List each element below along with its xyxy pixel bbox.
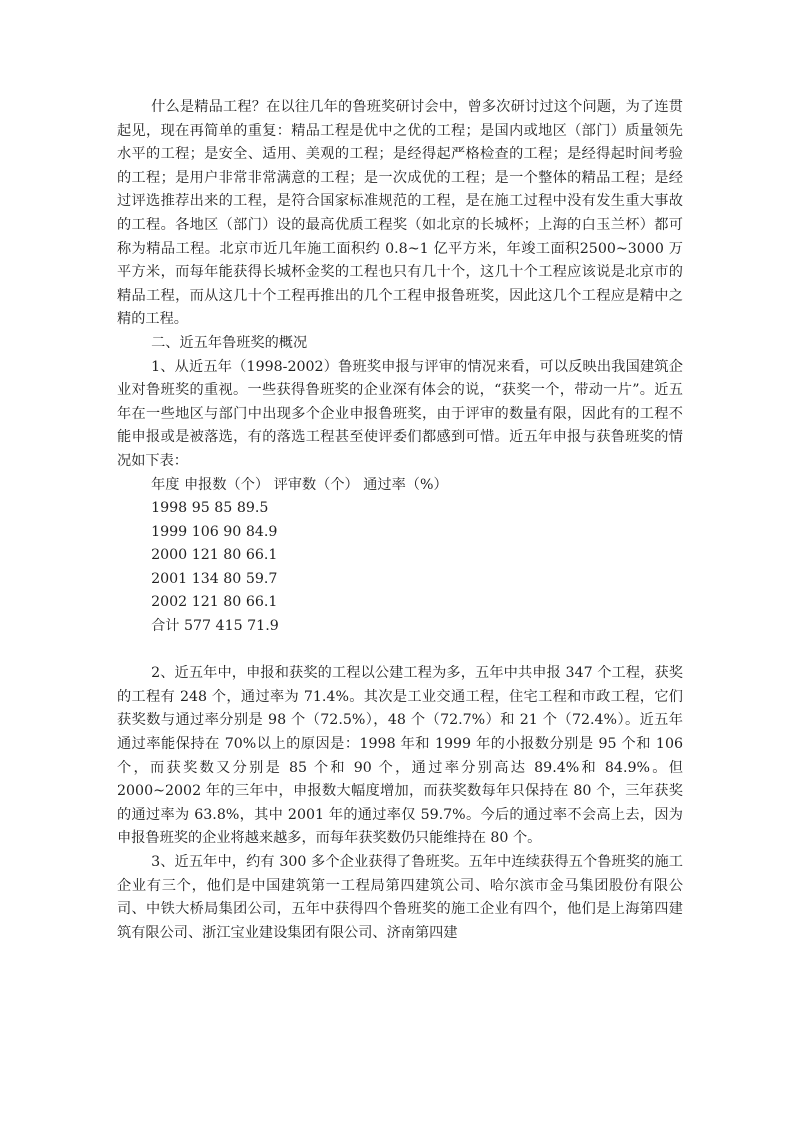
table-row-total: 合计 577 415 71.9 <box>151 618 279 635</box>
table-row: 1999 106 90 84.9 <box>151 523 278 540</box>
award-statistics-table <box>117 474 683 639</box>
paragraph-3: 3、近五年中，约有 300 多个企业获得了鲁班奖。五年中连续获得五个鲁班奖的施工企业有三个，他们是中国建筑第一工程局第四建筑公司、哈尔滨市金马集团股份有限公司、中铁大桥局集团公司，五年中获得四个鲁班奖的施工企业有四个，他们是上海第四建筑有限公司、浙江宝业建设集团有限公司、济南第四建 <box>117 854 683 941</box>
paragraph-1: 1、从近五年（1998-2002）鲁班奖申报与评审的情况来看，可以反映出我国建筑企业对鲁班奖的重视。一些获得鲁班奖的企业深有体会的说，“获奖一个，带动一片”。近五年在一些地区与部门中出现多个企业申报鲁班奖，由于评审的数量有限，因此有的工程不能申报或是被落选，有的落选工程甚至使评委们都感到可惜。近五年申报与获鲁班奖的情况如下表： <box>117 358 683 469</box>
paragraph-2: 2、近五年中，申报和获奖的工程以公建工程为多，五年中共申报 347 个工程，获奖的工程有 248 个，通过率为 71.4%。其次是工业交通工程，住宅工程和市政工程，它们获奖数与通过率分别是 98 个（72.5%），48 个（72.7%）和 21 个（72.4%）。近五年通过率能保持在 70%以上的原因是：1998 年和 1999 年的小报数分别是 95 个和 106 个，而获奖数又分别是 85 个和 90 个，通过率分别高达 89.4%和 84.9%。但 2000~2002 年的三年中，申报数大幅度增加，而获奖数每年只保持在 80 个，三年获奖的通过率为 63.8%，其中 2001 年的通过率仅 59.7%。今后的通过率不会高上去，因为申报鲁班奖的企业将越来越多，而每年获奖数仍只能维持在 80 个。 <box>117 665 683 847</box>
table-row: 2000 121 80 66.1 <box>151 547 278 564</box>
table-row: 2002 121 80 66.1 <box>151 594 278 611</box>
blank-line <box>117 639 683 663</box>
document-body <box>117 96 683 945</box>
table-row: 2001 134 80 59.7 <box>151 570 278 587</box>
table-header: 年度 申报数（个） 评审数（个） 通过率（%） <box>151 476 448 493</box>
table-row: 1998 95 85 89.5 <box>151 500 269 517</box>
intro-paragraph: 什么是精品工程？在以往几年的鲁班奖研讨会中，曾多次研讨过这个问题，为了连贯起见，现在再简单的重复：精品工程是优中之优的工程；是国内或地区（部门）质量领先水平的工程；是安全、适用、美观的工程；是经得起严格检查的工程；是经得起时间考验的工程；是用户非常非常满意的工程；是一次成优的工程；是一个整体的精品工程；是经过评选推荐出来的工程，是符合国家标准规范的工程，是在施工过程中没有发生重大事故的工程。各地区（部门）设的最高优质工程奖（如北京的长城杯；上海的白玉兰杯）都可称为精品工程。北京市近几年施工面积约 0.8~1 亿平方米，年竣工面积2500~3000 万平方米，而每年能获得长城杯金奖的工程也只有几十个，这几十个工程应该说是北京市的精品工程，而从这几十个工程再推出的几个工程申报鲁班奖，因此这几个工程应是精中之精的工程。 <box>117 99 683 328</box>
section-heading: 二、近五年鲁班奖的概况 <box>151 334 308 351</box>
